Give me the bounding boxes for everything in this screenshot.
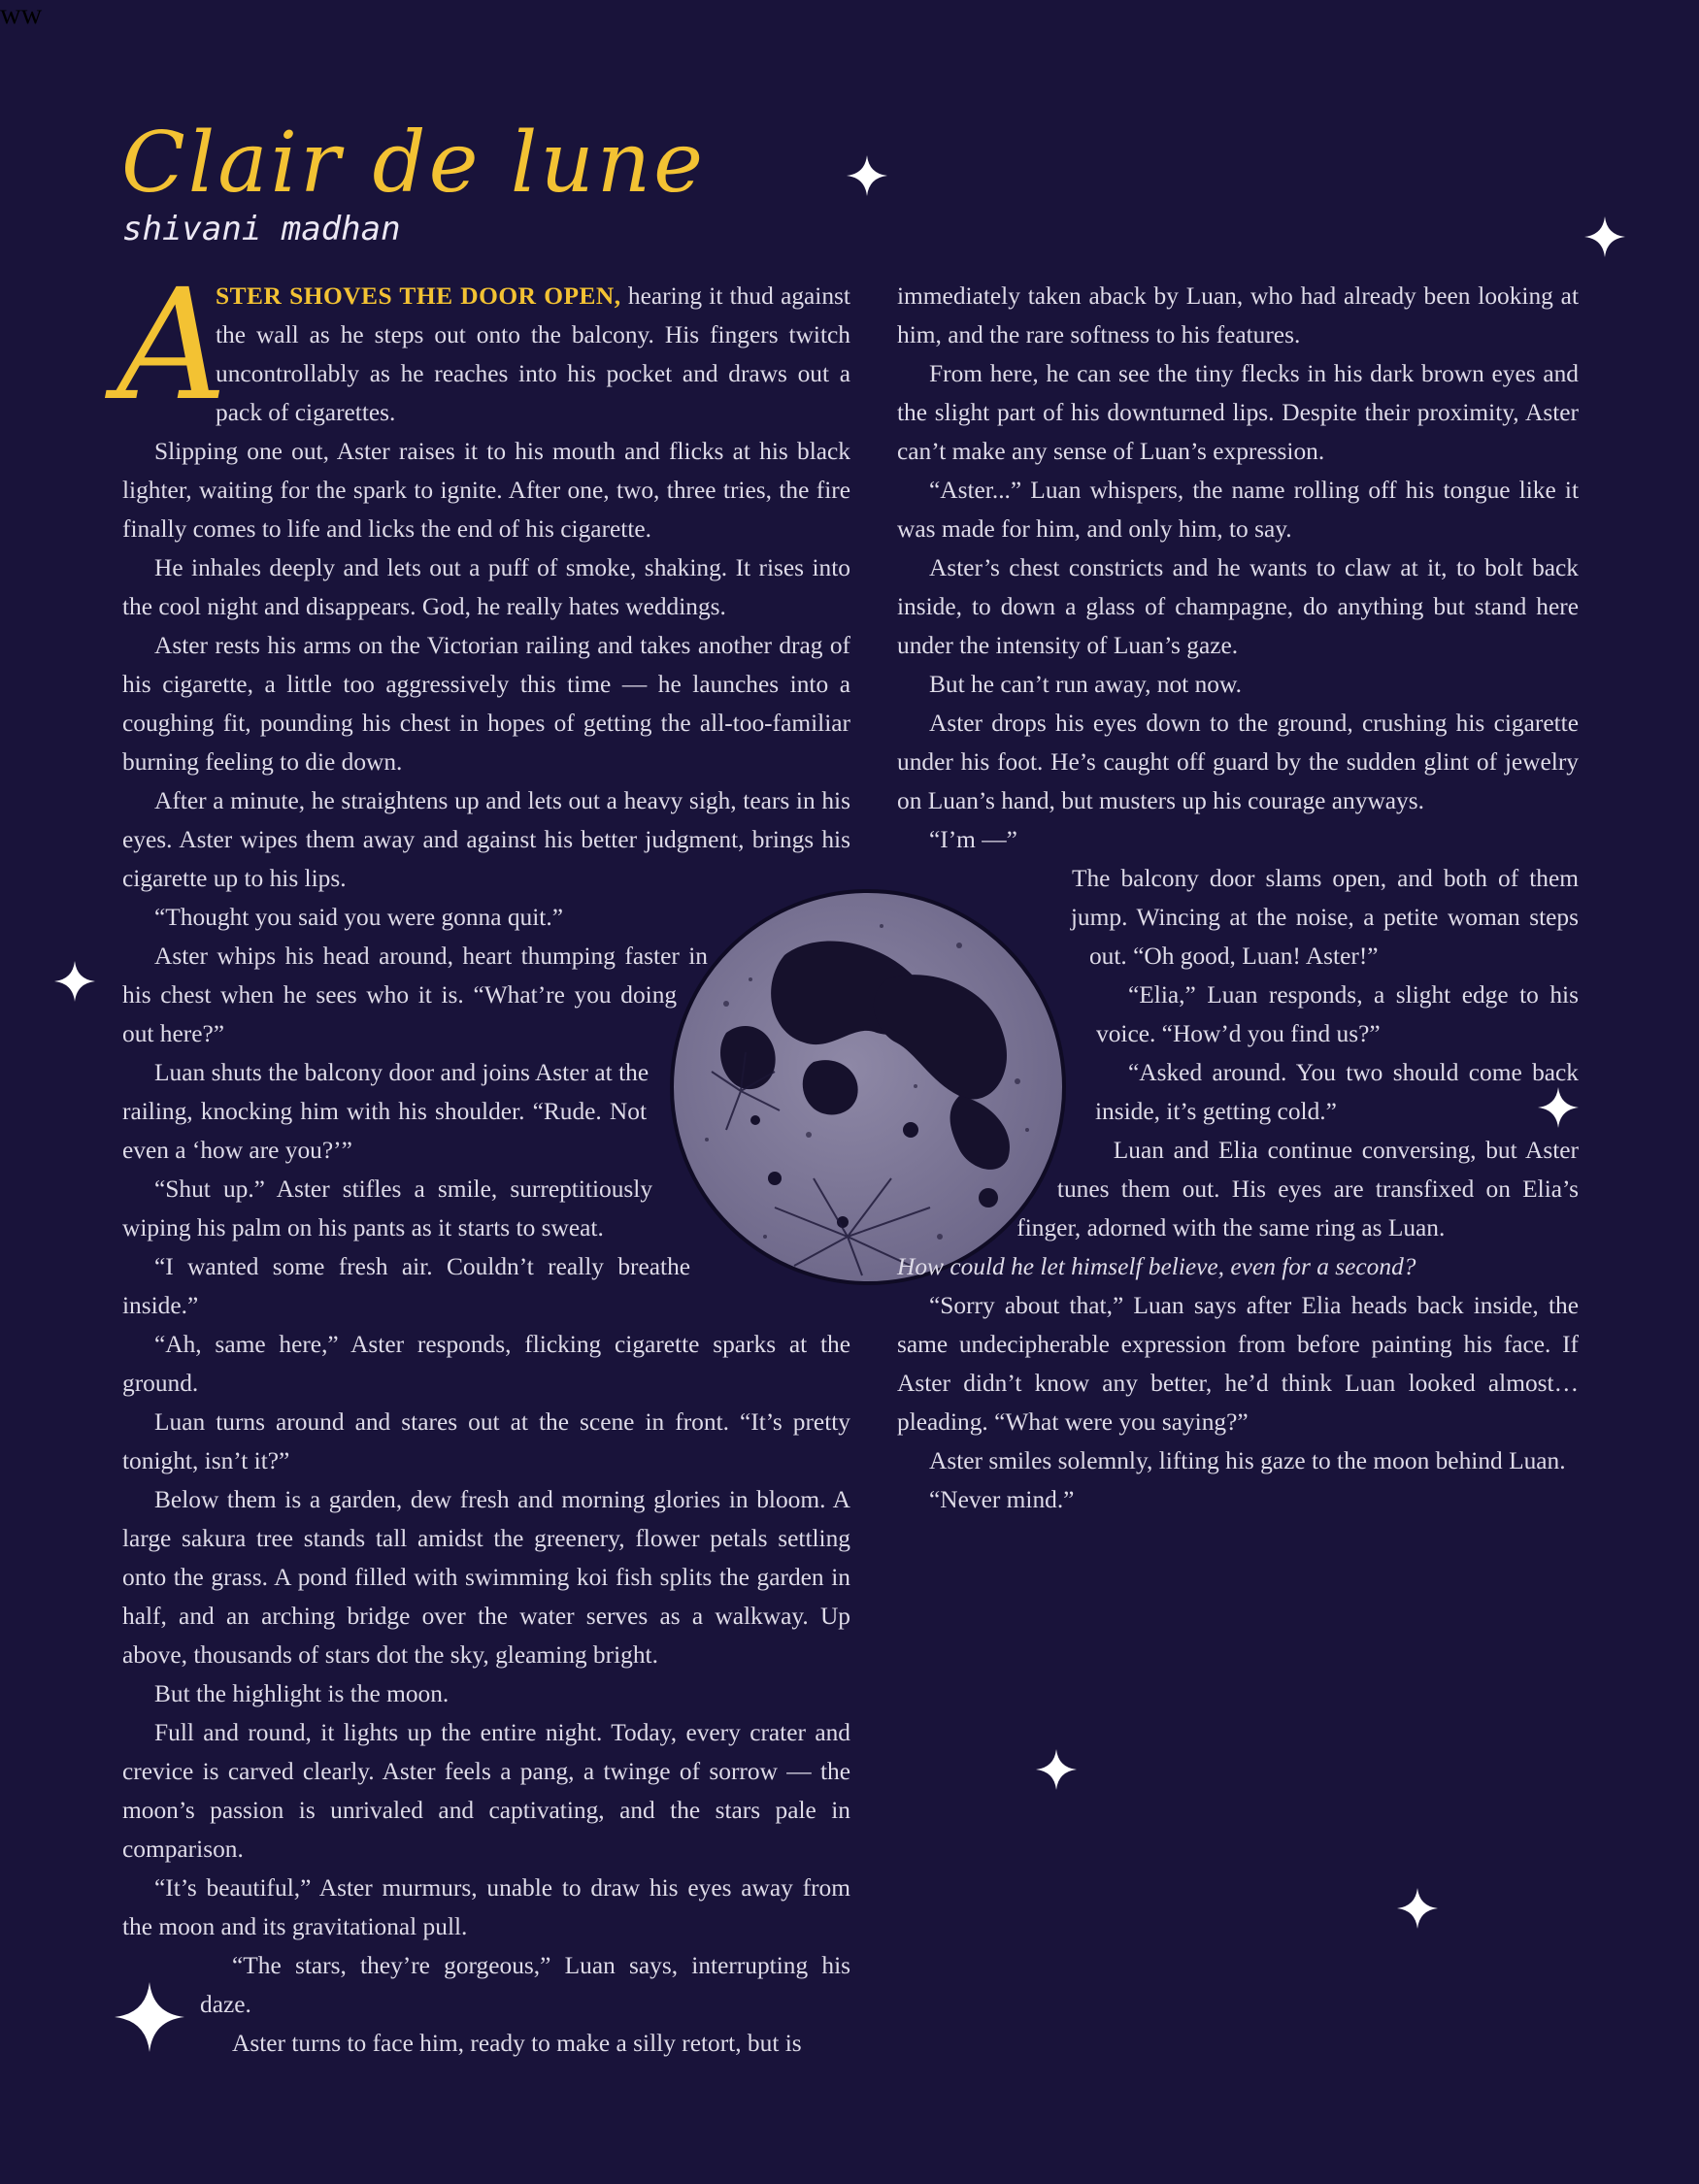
- story-paragraph: “Ah, same here,” Aster responds, flicking cigarette sparks at the ground.: [122, 1331, 850, 1397]
- story-paragraph: Luan turns around and stares out at the scene in front. “It’s pretty tonight, isn’t it?”: [122, 1408, 850, 1474]
- story-paragraph: “Aster...” Luan whispers, the name rolling off his tongue like it was made for him, and only him, to say.: [897, 477, 1579, 543]
- story-paragraph: Below them is a garden, dew fresh and morning glories in bloom. A large sakura tree stands tall amidst the greenery, flower petals settling onto the grass. A pond filled with swimming koi fish splits the garden in half, and an arching bridge over the water serves as a walkway. Up above, thousands of stars dot the sky, gleaming bright.: [122, 1486, 850, 1669]
- story-paragraph: “It’s beautiful,” Aster murmurs, unable to draw his eyes away from the moon and its gravitational pull.: [122, 1874, 850, 1940]
- author-byline: shivani madhan: [122, 210, 401, 248]
- story-paragraph: Aster smiles solemnly, lifting his gaze to the moon behind Luan.: [929, 1447, 1566, 1474]
- story-paragraph-italic: How could he let himself believe, even for a second?: [897, 1253, 1416, 1280]
- story-paragraph: [117, 256, 850, 435]
- story-paragraph: “Sorry about that,” Luan says after Elia heads back inside, the same undecipherable expression from before painting his face. If Aster didn’t know any better, he’d think Luan looked almost… pleading. “What were you saying?”: [897, 1292, 1579, 1436]
- story-paragraph: Aster rests his arms on the Victorian railing and takes another drag of his cigarette, a little too aggressively this time — he launches into a coughing fit, pounding his chest in hopes of getting the all-too-familiar burning feeling to die down.: [122, 632, 850, 776]
- story-column-left: [117, 256, 850, 2063]
- story-paragraph: From here, he can see the tiny flecks in his dark brown eyes and the slight part of his downturned lips. Despite their proximity, Aster can’t make any sense of Luan’s expression.: [897, 360, 1579, 465]
- story-paragraph: Aster whips his head around, heart thumping faster in his chest when he sees who it is. “What’re you doing out here?”: [122, 943, 709, 1047]
- story-paragraph: He inhales deeply and lets out a puff of smoke, shaking. It rises into the cool night and disappears. God, he really hates weddings.: [122, 554, 850, 620]
- story-paragraph: But he can’t run away, not now.: [929, 671, 1243, 698]
- story-paragraph: The balcony door slams open, and both of them jump. Wincing at the noise, a petite woman steps out. “Oh good, Luan! Aster!”: [1070, 865, 1579, 970]
- story-paragraph: “Never mind.”: [929, 1486, 1075, 1513]
- story-paragraph: Full and round, it lights up the entire night. Today, every crater and crevice is carved clearly. Aster feels a pang, a twinge of sorrow — the moon’s passion is unrivaled and captivating, and the stars pale in comparison.: [122, 1719, 850, 1863]
- corner-mark: ww: [0, 0, 43, 30]
- story-column-right: [897, 277, 1579, 1519]
- story-paragraph: “I wanted some fresh air. Couldn’t really breathe inside.”: [122, 1253, 691, 1319]
- story-paragraph: “The stars, they’re gorgeous,” Luan says, interrupting his daze.: [200, 1952, 850, 2018]
- story-paragraph: Aster’s chest constricts and he wants to claw at it, to bolt back inside, to down a glass of champagne, do anything but stand here under the intensity of Luan’s gaze.: [897, 554, 1579, 659]
- story-paragraph: After a minute, he straightens up and lets out a heavy sigh, tears in his eyes. Aster wipes them away and against his better judgment, brings his cigarette up to his lips.: [122, 787, 850, 892]
- story-title: Clair de lune: [121, 115, 706, 212]
- paragraph-text: hearing it thud against the wall as he steps out onto the balcony. His fingers twitch uncontrollably as he reaches into his pocket and draws out a pack of cigarettes.: [216, 282, 850, 426]
- story-paragraph: Luan and Elia continue conversing, but Aster tunes them out. His eyes are transfixed on Elia’s finger, adorned with the same ring as Luan.: [1016, 1137, 1579, 1241]
- story-paragraph: “Shut up.” Aster stifles a smile, surreptitiously wiping his palm on his pants as it starts to sweat.: [122, 1175, 653, 1241]
- story-paragraph: “I’m —”: [929, 826, 1017, 853]
- four-point-star-icon: [1036, 1749, 1077, 1790]
- story-paragraph: “Asked around. You two should come back inside, it’s getting cold.”: [1094, 1059, 1579, 1125]
- story-paragraph: “Elia,” Luan responds, a slight edge to his voice. “How’d you find us?”: [1096, 981, 1579, 1047]
- drop-cap: A: [117, 256, 228, 435]
- story-paragraph: “Thought you said you were gonna quit.”: [154, 904, 563, 931]
- four-point-star-icon: [1397, 1888, 1438, 1929]
- story-paragraph: But the highlight is the moon.: [154, 1680, 450, 1707]
- four-point-star-icon: [1584, 216, 1625, 257]
- story-paragraph: Slipping one out, Aster raises it to his mouth and flicks at his black lighter, waiting for the spark to ignite. After one, two, three tries, the fire finally comes to life and licks the end of his cigarette.: [122, 438, 850, 543]
- story-paragraph: immediately taken aback by Luan, who had already been looking at him, and the rare softness to his features.: [897, 282, 1579, 348]
- story-paragraph: Aster turns to face him, ready to make a silly retort, but is: [232, 2030, 802, 2057]
- story-paragraph: Aster drops his eyes down to the ground, crushing his cigarette under his foot. He’s caught off guard by the sudden glint of jewelry on Luan’s hand, but musters up his courage anyways.: [897, 710, 1579, 814]
- four-point-star-icon: [847, 155, 887, 196]
- four-point-star-icon: [54, 961, 95, 1002]
- lead-in: STER SHOVES THE DOOR OPEN,: [216, 282, 621, 310]
- story-paragraph: Luan shuts the balcony door and joins Aster at the railing, knocking him with his shoulder. “Rude. Not even a ‘how are you?’”: [122, 1059, 650, 1164]
